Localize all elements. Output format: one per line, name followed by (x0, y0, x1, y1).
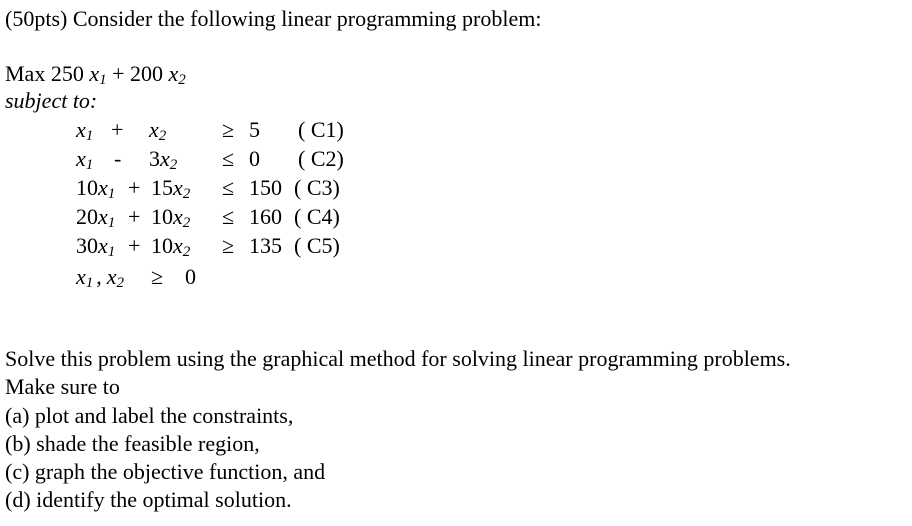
constraint-label: ( C4) (294, 204, 340, 229)
constraint-label: ( C1) (298, 117, 344, 142)
objective-coef-1: 250 (50, 61, 84, 86)
constraint-rhs: 150 (249, 175, 282, 200)
constraint-sign: ≥ (222, 233, 235, 258)
constraint-term-1: $20x_1$ (76, 204, 116, 231)
nonneg-sign: ≥ (151, 264, 164, 289)
constraint-operator: + (128, 204, 141, 229)
objective-sub-1: 1 (99, 72, 107, 88)
constraint-term-2: $10x_2$ (151, 204, 191, 231)
objective-var-2: x (168, 61, 179, 86)
constraint-operator: + (111, 117, 124, 142)
subject-to-label: subject to: (5, 88, 98, 113)
constraint-sign: ≥ (222, 117, 235, 142)
instruction-item-a: (a) plot and label the constraints, (5, 403, 294, 428)
constraint-operator: + (128, 233, 141, 258)
constraint-rhs: 5 (249, 117, 260, 142)
constraint-term-1: $x_1$ (76, 146, 94, 173)
constraint-term-2: $x_2$ (149, 117, 167, 144)
instruction-item-b: (b) shade the feasible region, (5, 431, 260, 456)
constraint-term-2: $15x_2$ (151, 175, 191, 202)
constraint-term-2: $10x_2$ (151, 233, 191, 260)
problem-title: (50pts) Consider the following linear programming problem: (5, 6, 542, 31)
constraint-rhs: 160 (249, 204, 282, 229)
constraint-sign: ≤ (222, 175, 235, 200)
objective-var-1: x (89, 61, 100, 86)
objective-keyword: Max (5, 61, 46, 86)
instruction-make-sure: Make sure to (5, 374, 120, 399)
objective-coef-2: 200 (130, 61, 164, 86)
constraint-label: ( C3) (294, 175, 340, 200)
constraint-label: ( C5) (294, 233, 340, 258)
constraint-operator: - (114, 146, 122, 171)
nonneg-rhs: 0 (185, 264, 196, 289)
constraint-label: ( C2) (298, 146, 344, 171)
constraint-operator: + (128, 175, 141, 200)
constraint-sign: ≤ (222, 204, 235, 229)
nonneg-vars: $x_1$ , $x_2$ (76, 264, 125, 291)
constraint-term-1: $x_1$ (76, 117, 94, 144)
constraint-rhs: 0 (249, 146, 260, 171)
constraint-term-1: $30x_1$ (76, 233, 116, 260)
constraint-sign: ≤ (222, 146, 235, 171)
constraint-term-2: $3x_2$ (149, 146, 178, 173)
objective-plus: + (112, 61, 125, 86)
instruction-item-c: (c) graph the objective function, and (5, 459, 326, 484)
objective-sub-2: 2 (178, 72, 186, 88)
constraint-rhs: 135 (249, 233, 282, 258)
instruction-intro: Solve this problem using the graphical method for solving linear programming problems. (5, 346, 791, 371)
constraint-term-1: $10x_1$ (76, 175, 116, 202)
instruction-item-d: (d) identify the optimal solution. (5, 487, 292, 512)
